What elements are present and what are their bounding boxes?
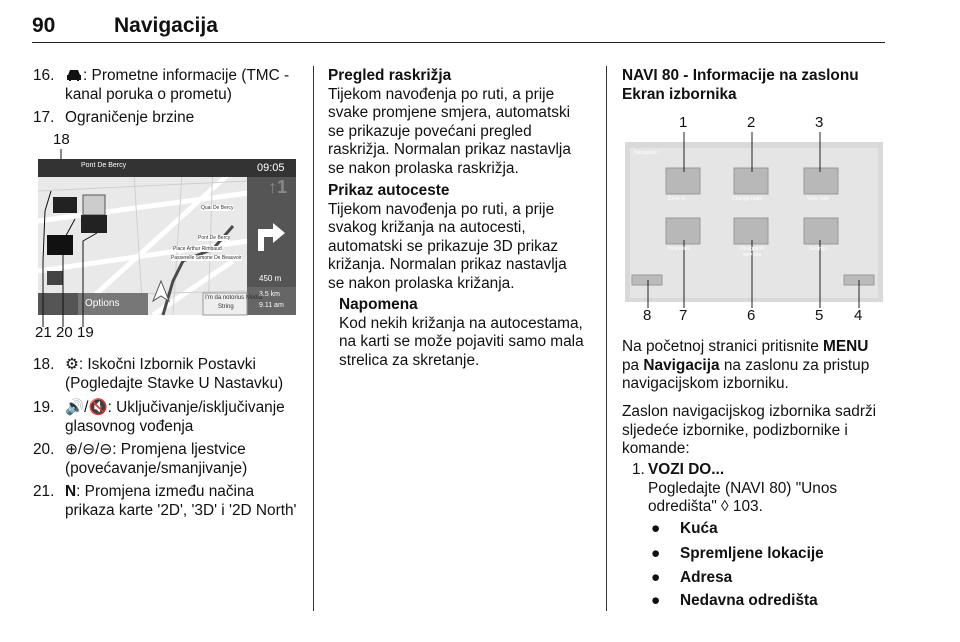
- text-line: križanja. Normalan prikaz nastavlja: [328, 256, 567, 273]
- callout-2: 2: [747, 114, 756, 131]
- map-label: Quai De Bercy: [201, 205, 234, 211]
- item-text: Ograničenje brzine: [65, 109, 195, 126]
- zoom-icon: ⊕/⊖/⊖: [65, 441, 113, 458]
- section-subheading: Ekran izbornika: [622, 85, 737, 103]
- page-number: 90: [32, 14, 56, 37]
- traffic-car-icon: [65, 68, 83, 82]
- media-line-2: String: [218, 304, 234, 310]
- tile-label[interactable]: Change route: [732, 196, 763, 202]
- menu-screen-figure: [622, 112, 886, 327]
- item-text: (Pogledajte Stavke U Nastavku): [65, 374, 284, 392]
- speaker-icon: 🔊/🔇: [65, 399, 108, 416]
- svg-text:↑1: ↑1: [268, 177, 288, 197]
- section-heading: Prikaz autoceste: [328, 182, 450, 199]
- remaining-distance: 3.5 km: [259, 291, 281, 298]
- media-line-1: I'm da notorius Media: [205, 295, 263, 301]
- section-heading: NAVI 80 - Informacije na zaslonu: [622, 67, 859, 84]
- item-text: : Uključivanje/isključivanje: [107, 399, 285, 416]
- item-number: 20.: [33, 441, 55, 458]
- paragraph-menu-access: Na početnoj stranici pritisnite MENU pa Navigacija na zaslonu za pristup navigacijskom izborniku.: [622, 338, 870, 392]
- list-item-17: [33, 109, 303, 129]
- section-motorway-view: [328, 182, 598, 293]
- list-item-18: [33, 356, 308, 396]
- item-text: Pogledajte (NAVI 80) "Unos: [648, 479, 838, 497]
- street-name: Pont De Bercy: [81, 162, 127, 169]
- list-item-19: [33, 399, 308, 439]
- list-item-21: [33, 483, 308, 523]
- text-line: se prikazuje povećani pregled: [328, 122, 532, 140]
- north-key: N: [65, 483, 77, 500]
- tile-label[interactable]: Itineraries: [668, 246, 690, 252]
- text-line: svake promjene smjera, automatski: [328, 104, 571, 121]
- callout-7: 7: [679, 307, 688, 324]
- note-box: [339, 296, 604, 370]
- item-text: : Promjena između načina: [76, 483, 255, 500]
- column-divider: [606, 66, 607, 611]
- item-number: 17.: [33, 109, 55, 126]
- text-line: raskrižja. Normalan prikaz nastavlja: [328, 141, 571, 158]
- callout-5: 5: [815, 307, 824, 324]
- item-number: 1.: [632, 461, 645, 478]
- tile-label[interactable]: View map: [807, 196, 829, 202]
- text-line: se nakon prolaska raskrižja.: [328, 159, 519, 177]
- callout-19: 19: [77, 324, 94, 341]
- item-number: 19.: [33, 399, 55, 416]
- section-junction-view: [328, 67, 598, 178]
- column-divider: [313, 66, 314, 611]
- tile-label[interactable]: Settings: [809, 246, 828, 252]
- options-button[interactable]: Options: [85, 298, 120, 309]
- clock: 09:05: [257, 162, 285, 174]
- item-text: kanal poruka o prometu): [65, 85, 232, 103]
- item-text: : Iskočni Izbornik Postavki: [78, 356, 256, 373]
- text-line: automatski se prikazuje 3D prikaz: [328, 237, 559, 255]
- callout-20: 20: [56, 324, 73, 341]
- text-line: Tijekom navođenja po ruti, a prije: [328, 200, 555, 218]
- bullet-item: ● Adresa: [651, 569, 733, 586]
- callout-6: 6: [747, 307, 756, 324]
- text-line: se nakon prolaska križanja.: [328, 274, 515, 292]
- map-label: Place Arthur Rimbaud: [173, 246, 222, 252]
- note-heading: Napomena: [339, 296, 418, 313]
- gear-icon: ⚙: [65, 356, 79, 373]
- list-item-16: [33, 67, 303, 107]
- turn-distance: 450 m: [259, 274, 282, 283]
- text-line: Tijekom navođenja po ruti, a prije: [328, 85, 555, 103]
- tile-label[interactable]: Drive to...: [668, 196, 690, 202]
- tile-label[interactable]: Navigation services: [740, 246, 764, 258]
- item-text: prikaza karte '2D', '3D' i '2D North': [65, 501, 297, 519]
- page-header: [32, 12, 885, 43]
- callout-3: 3: [815, 114, 824, 131]
- item-text: : Prometne informacije (TMC -: [83, 67, 290, 84]
- callout-21: 21: [35, 324, 52, 341]
- callout-18: 18: [53, 131, 70, 148]
- text-line: sljedeće izbornike, podizbornike i: [622, 421, 848, 439]
- map-label: Pont De Bercy: [198, 235, 231, 241]
- bullet-item: ● Nedavna odredišta: [651, 592, 818, 609]
- text-line: komande:: [622, 440, 690, 457]
- arrival-time: 9.11 am: [259, 302, 284, 309]
- text-line: svakog križanja na autocesti,: [328, 219, 526, 236]
- item-number: 21.: [33, 483, 55, 500]
- bullet-item: ● Spremljene lokacije: [651, 545, 824, 562]
- callout-4: 4: [854, 307, 863, 324]
- screen-title: Navigation: [634, 150, 658, 156]
- section-navi80: [622, 67, 892, 104]
- text-line: Kod nekih križanja na autocestama,: [339, 314, 583, 332]
- text-line: na karti se može pojaviti samo mala: [339, 333, 584, 350]
- list-item-20: [33, 441, 308, 481]
- page-title: Navigacija: [114, 14, 218, 37]
- item-title: VOZI DO...: [648, 461, 725, 478]
- item-text: : Promjena ljestvice: [112, 441, 246, 458]
- item-text: (povećavanje/smanjivanje): [65, 459, 248, 477]
- section-heading: Pregled raskrižja: [328, 67, 452, 84]
- callout-1: 1: [679, 114, 688, 131]
- bullet-item: ● Kuća: [651, 520, 718, 537]
- map-label: Passerelle Simone De Beauvoir: [171, 255, 242, 261]
- menu-list-item-1: [632, 461, 887, 521]
- paragraph-menu-contents: [622, 403, 892, 459]
- callout-8: 8: [643, 307, 652, 324]
- item-text: odredišta" ◊ 103.: [648, 498, 763, 515]
- item-number: 18.: [33, 356, 55, 373]
- item-text: glasovnog vođenja: [65, 417, 194, 435]
- navigation-screen-figure: [33, 131, 299, 343]
- text-line: Zaslon navigacijskog izbornika sadrži: [622, 403, 877, 420]
- text-line: strelica za skretanje.: [339, 351, 480, 369]
- item-number: 16.: [33, 67, 55, 84]
